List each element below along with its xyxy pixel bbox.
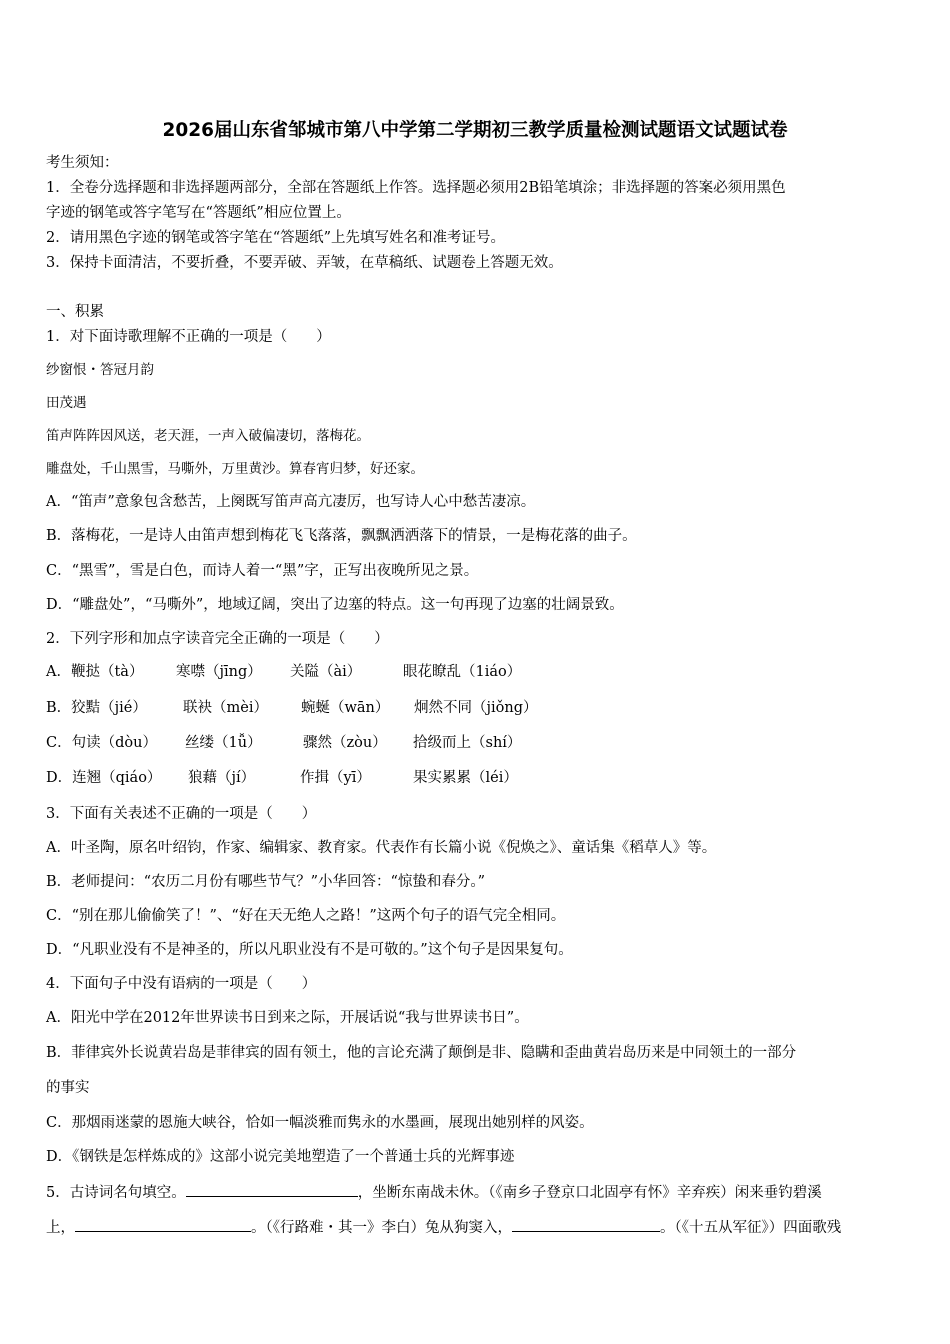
q2-d-word-2: 狼藉（jí）	[188, 770, 256, 786]
q1-option-b: B．落梅花，一是诗人由笛声想到梅花飞飞落落，飘飘洒洒落下的情景，一是梅花落的曲子。	[46, 528, 637, 544]
q5-stem: 5．古诗词名句填空。	[46, 1185, 186, 1201]
q4-option-b: B．菲律宾外长说黄岩岛是菲律宾的固有领土，他的言论充满了颠倒是非、隐瞒和歪曲黄岩岛历来是中同领土的一部分	[46, 1045, 797, 1061]
q3-stem: 3．下面有关表述不正确的一项是（ ）	[46, 806, 317, 822]
q5-text-4: 。（《十五从军征》）四面歌残	[660, 1220, 842, 1236]
q2-c-word-1: C．句读（dòu）	[46, 735, 157, 751]
notice-item-1-cont: 字迹的钢笔或答字笔写在“答题纸”相应位置上。	[46, 205, 351, 221]
q3-option-d: D．“凡职业没有不是神圣的，所以凡职业没有不是可敬的。”这个句子是因果复句。	[46, 942, 573, 958]
q1-poem-line-1: 笛声阵阵因风送，老天涯，一声入破偏凄切，落梅花。	[46, 428, 370, 444]
q2-a-word-1: A．鞭挞（tà）	[46, 664, 144, 680]
q1-stem: 1．对下面诗歌理解不正确的一项是（ ）	[46, 329, 331, 345]
q1-option-d: D．“雕盘处”，“马嘶外”，地域辽阔，突出了边塞的特点。这一句再现了边塞的壮阔景致。	[46, 597, 624, 613]
q2-b-word-1: B．狡黠（jié）	[46, 700, 147, 716]
q2-b-word-4: 炯然不同（jiǒng）	[414, 700, 538, 716]
q2-option-a	[46, 662, 910, 682]
q5-blank-1[interactable]	[186, 1182, 358, 1197]
q4-option-a: A．阳光中学在2012年世界读书日到来之际，开展话说“我与世界读书日”。	[46, 1010, 529, 1026]
q2-c-word-3: 骤然（zòu）	[303, 735, 387, 751]
q2-stem: 2．下列字形和加点字读音完全正确的一项是（ ）	[46, 631, 389, 647]
q5-text-1: ，坐断东南战未休。（《南乡子登京口北固亭有怀》辛弃疾）闲来垂钓碧溪	[357, 1185, 822, 1201]
q2-d-word-4: 果实累累（léi）	[413, 770, 518, 786]
q1-poet: 田茂遇	[46, 395, 87, 411]
q5-text-2: 上，	[46, 1220, 75, 1236]
section-heading: 一、积累	[46, 304, 104, 320]
q2-a-word-4: 眼花瞭乱（1iáo）	[403, 664, 522, 680]
q2-b-word-2: 联袂（mèi）	[183, 700, 268, 716]
q2-option-b	[46, 698, 910, 718]
q2-b-word-3: 蜿蜒（wān）	[301, 700, 390, 716]
notice-heading: 考生须知：	[46, 155, 119, 171]
q2-d-word-1: D．连翘（qiáo）	[46, 770, 162, 786]
q5-blank-3[interactable]	[512, 1217, 660, 1232]
q2-a-word-3: 关隘（ài）	[290, 664, 362, 680]
q4-option-b-cont: 的事实	[46, 1080, 90, 1096]
page-title: 2026届山东省邹城市第八中学第二学期初三教学质量检测试题语文试题试卷	[162, 120, 788, 141]
notice-item-3: 3．保持卡面清洁，不要折叠，不要弄破、弄皱，在草稿纸、试题卷上答题无效。	[46, 255, 563, 271]
q1-option-c: C．“黑雪”，雪是白色，而诗人着一“黑”字，正写出夜晚所见之景。	[46, 563, 479, 579]
q2-a-word-2: 寒噤（jīng）	[176, 664, 262, 680]
q3-option-b: B．老师提问：“农历二月份有哪些节气？”小华回答：“惊蛰和春分。”	[46, 874, 486, 890]
notice-item-2: 2．请用黑色字迹的钢笔或答字笔在“答题纸”上先填写姓名和准考证号。	[46, 230, 506, 246]
notice-item-1: 1．全卷分选择题和非选择题两部分，全部在答题纸上作答。选择题必须用2B铅笔填涂；非选择题的答案必须用黑色	[46, 180, 786, 196]
q1-option-a: A．“笛声”意象包含愁苦，上阕既写笛声高亢凄厉，也写诗人心中愁苦凄凉。	[46, 494, 536, 510]
q3-option-c: C．“别在那儿偷偷笑了！”、“好在天无绝人之路！”这两个句子的语气完全相同。	[46, 908, 566, 924]
q2-option-d	[46, 768, 910, 788]
q3-option-a: A．叶圣陶，原名叶绍钧，作家、编辑家、教育家。代表作有长篇小说《倪焕之》、童话集《稻草人》等。	[46, 840, 717, 856]
q5-text-3: 。（《行路难・其一》李白）兔从狗窦入，	[251, 1220, 512, 1236]
q2-option-c	[46, 733, 910, 753]
q2-c-word-4: 拾级而上（shí）	[413, 735, 522, 751]
q5-blank-2[interactable]	[75, 1217, 251, 1232]
q1-poem-line-2: 雕盘处，千山黑雪，马嘶外，万里黄沙。算春宵归梦，好还家。	[46, 461, 424, 477]
q2-d-word-3: 作揖（yī）	[300, 770, 371, 786]
q5-line-1	[46, 1182, 910, 1203]
q4-stem: 4．下面句子中没有语病的一项是（ ）	[46, 976, 317, 992]
q4-option-c: C．那烟雨迷蒙的恩施大峡谷，恰如一幅淡雅而隽永的水墨画，展现出她别样的风姿。	[46, 1115, 594, 1131]
q1-poem-title: 纱窗恨・答冠月韵	[46, 362, 154, 378]
q4-option-d: D．《钢铁是怎样炼成的》这部小说完美地塑造了一个普通士兵的光辉事迹	[46, 1149, 515, 1165]
q5-line-2	[46, 1217, 910, 1238]
q2-c-word-2: 丝缕（1ǚ）	[185, 735, 262, 751]
